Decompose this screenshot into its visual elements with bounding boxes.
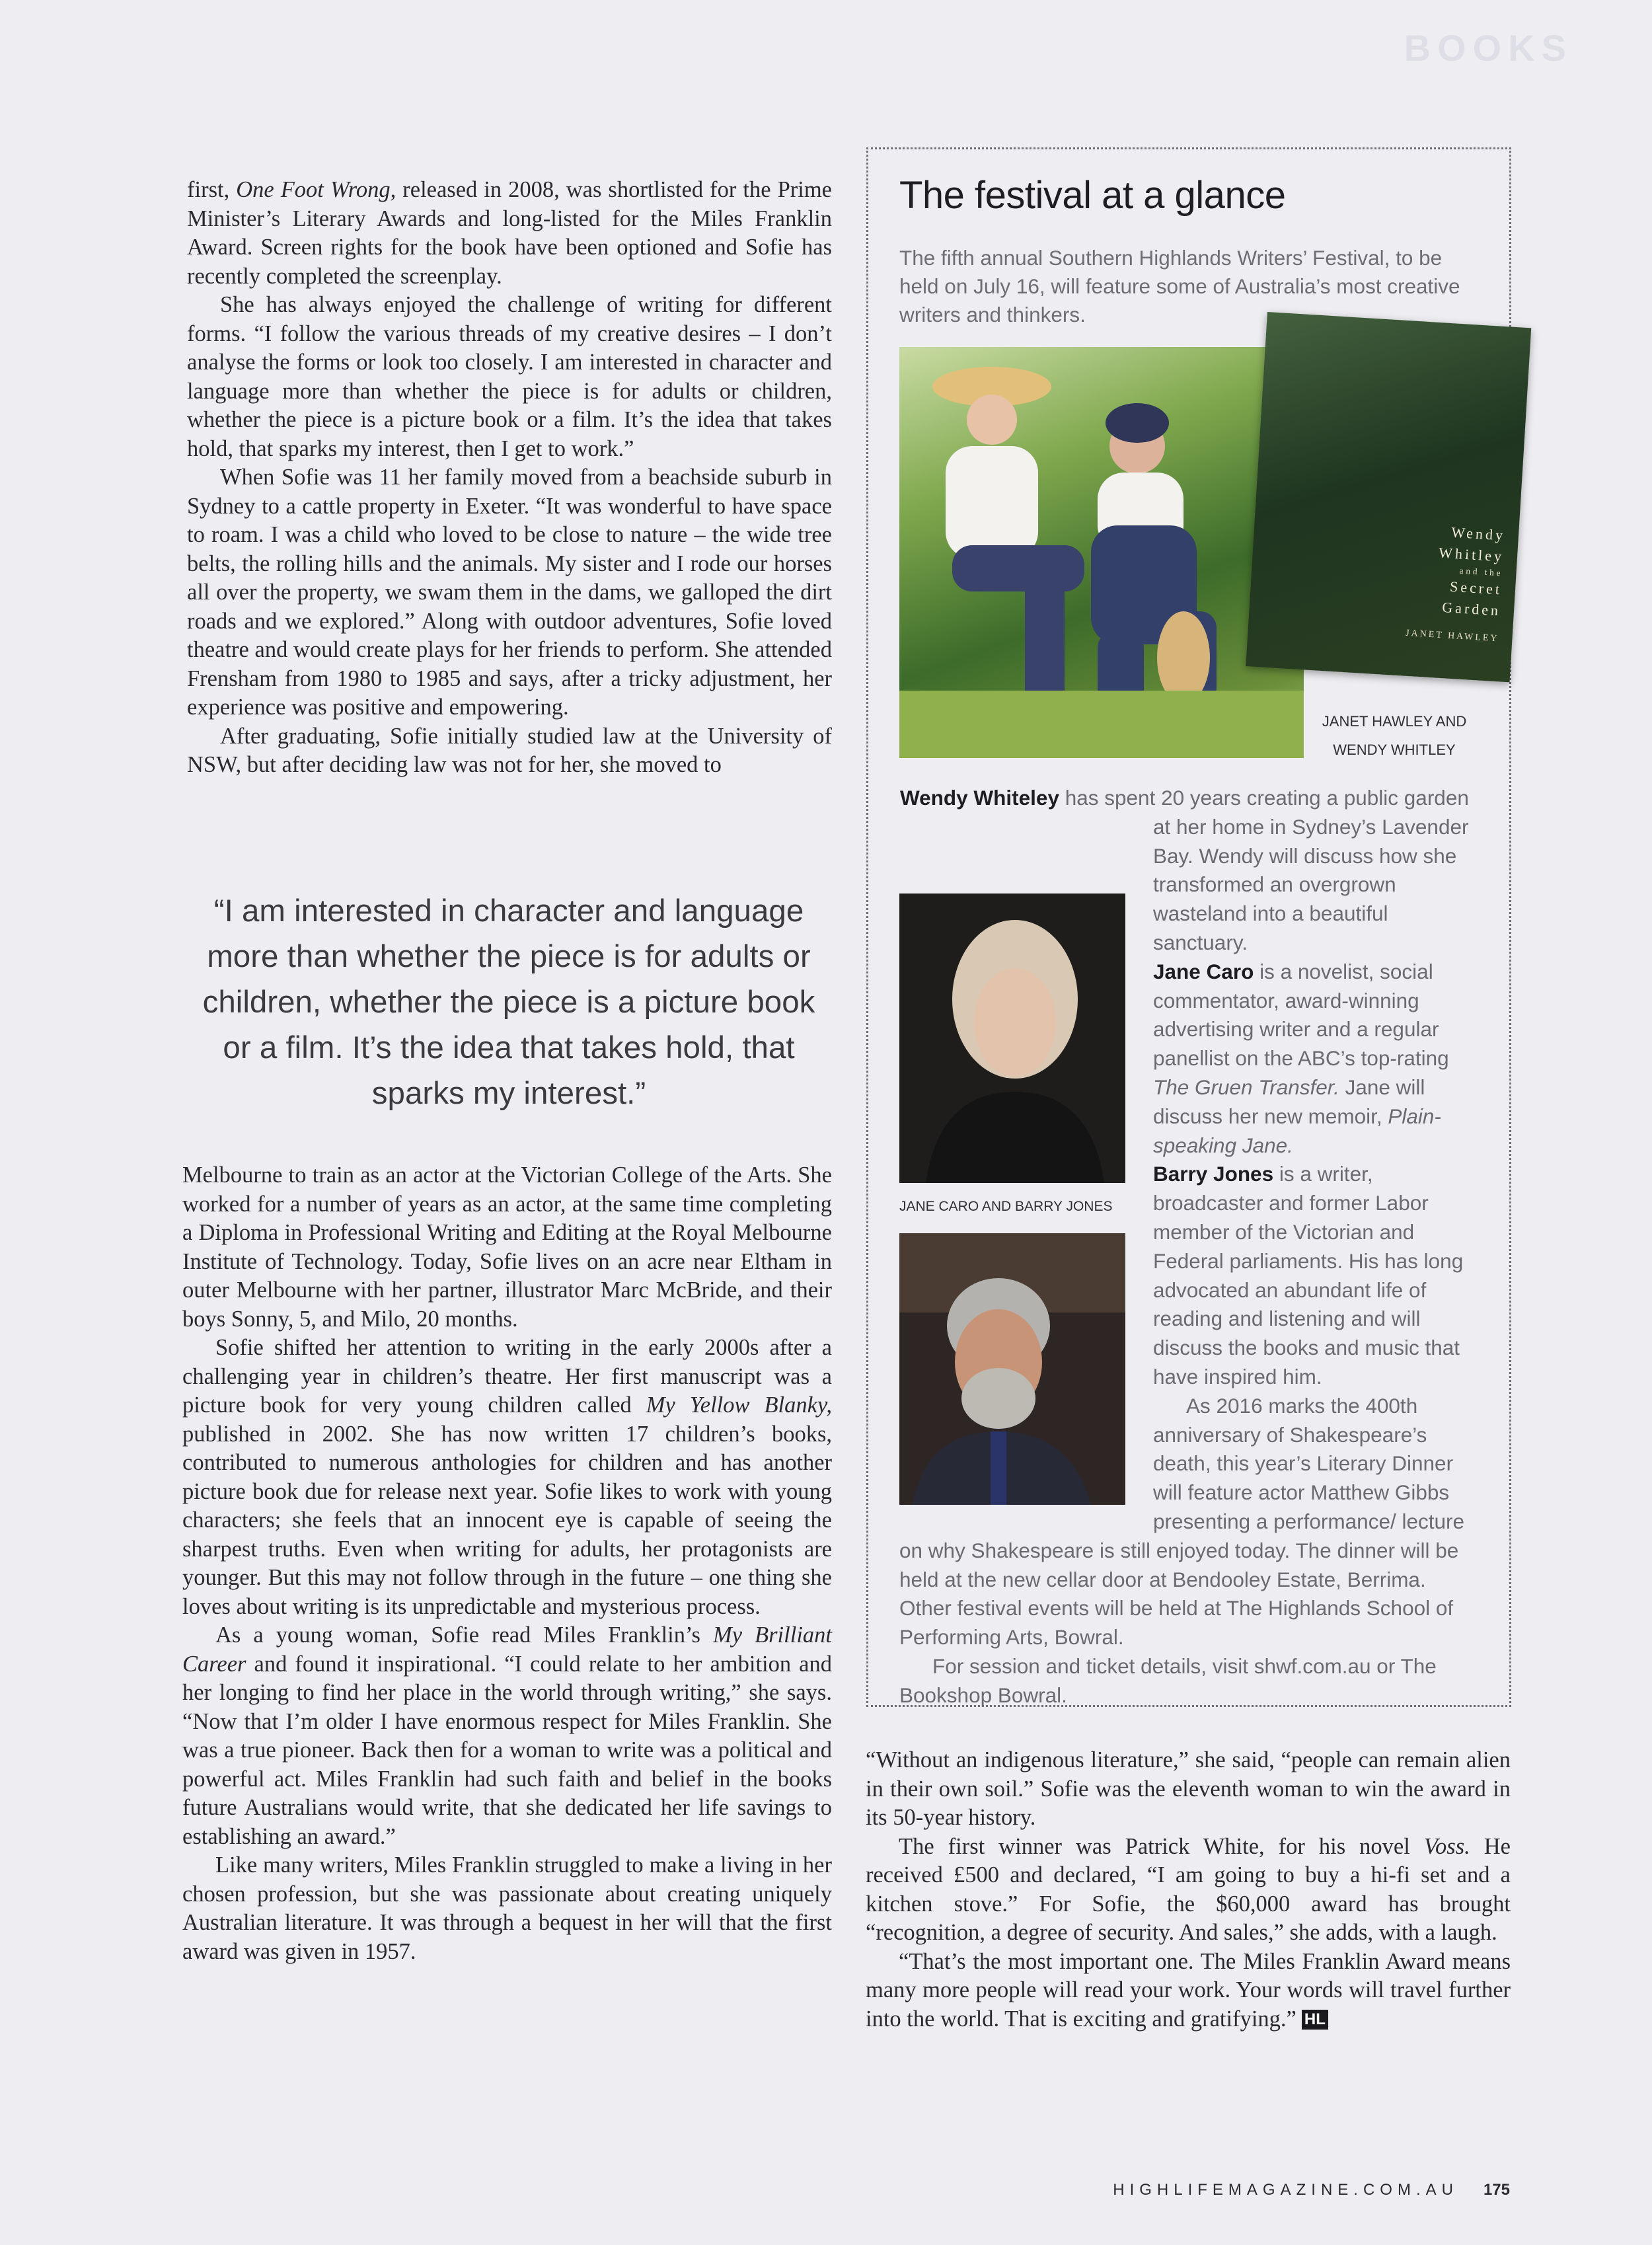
book-cover-author: JANET HAWLEY	[1405, 628, 1499, 644]
people-photo-caption: JANE CARO AND BARRY JONES	[899, 1199, 1113, 1214]
paragraph: “That’s the most important one. The Miles Franklin Award means many more people will read your work. Your words will travel further into the world. That is exciting and gratifying.” HL	[866, 1948, 1511, 2032]
article-column-left-bottom	[182, 1161, 832, 1966]
sidebar-title: The festival at a glance	[899, 174, 1286, 217]
profile-jane-caro: Jane Caro is a novelist, social commentator, award-winning advertising writer and a regular panellist on the ABC’s top-rating The Gruen Transfer. Jane will discuss her new memoir, Plain-speaking Jane.	[1153, 959, 1449, 1157]
paragraph: She has always enjoyed the challenge of writing for different forms. “I follow the various threads of my creative desires – I don’t analyse the forms or look too closely. I am interested in character and language more than whether the piece is for adults or children, whether the piece is a picture book or a film. It’s the idea that takes hold, that sparks my interest, then I get to work.”	[187, 292, 832, 461]
article-column-left-top	[187, 176, 832, 780]
sidebar-intro: The fifth annual Southern Highlands Writers’ Festival, to be held on July 16, will feature some of Australia’s most creative writers and thinkers.	[899, 246, 1460, 326]
garden-photo-art	[899, 347, 1304, 758]
paragraph: Melbourne to train as an actor at the Victorian College of the Arts. She worked for a number of years as an actor, at the same time completing a Diploma in Professional Writing and Editing at the Royal Melbourne Institute of Technology. Today, Sofie lives on an acre near Eltham in outer Melbourne with her partner, illustrator Marc McBride, and their boys Sonny, 5, and Milo, 20 months.	[182, 1162, 832, 1332]
magazine-url: HIGHLIFEMAGAZINE.COM.AU	[1113, 2181, 1458, 2199]
paragraph: first, One Foot Wrong, released in 2008, was shortlisted for the Prime Minister’s Literary Awards and long-listed for the Miles Franklin Award. Screen rights for the book have been optioned and Sofie has recently completed the screenplay.	[187, 177, 832, 289]
paragraph: When Sofie was 11 her family moved from a beachside suburb in Sydney to a cattle property in Exeter. “It was wonderful to have space to roam. I was a child who loved to be close to nature – the wide tree belts, the rolling hills and the animals. My sister and I rode our horses all over the property, we swam them in the dams, we galloped the dirt roads and we explored.” Along with outdoor adventures, Sofie loved theatre and would create plays for her friends to perform. She attended Frensham from 1980 to 1985 and says, after a tricky adjustment, her experience was positive and empowering.	[187, 465, 832, 720]
paragraph: Like many writers, Miles Franklin struggled to make a living in her chosen profession, but she was passionate about creating uniquely Australian literature. It was through a bequest in her will that the first award was given in 1957.	[182, 1852, 832, 1964]
garden-photo-caption: JANET HAWLEY AND WENDY WHITLEY	[1322, 713, 1467, 758]
pull-quote: “I am interested in character and language more than whether the piece is for adults or children, whether the piece is a picture book or a film. It’s the idea that takes hold, that sparks my interest.”	[202, 894, 815, 1111]
paragraph: The first winner was Patrick White, for his novel Voss. He received £500 and declared, “I am going to buy a hi-fi set and a kitchen stove.” For Sofie, the $60,000 award has brought “recognition, a degree of security. And sales,” she adds, with a laugh.	[866, 1833, 1511, 1945]
page-number: 175	[1483, 2181, 1510, 2199]
paragraph: “Without an indigenous literature,” she said, “people can remain alien in their own soil.” Sofie was the eleventh woman to win the award in its 50-year history.	[866, 1747, 1511, 1830]
ticket-details-text: For session and ticket details, visit shwf.com.au or The Bookshop Bowral.	[899, 1654, 1437, 1707]
profile-wendy-whiteley: Wendy Whiteley has spent 20 years creating a public garden at her home in Sydney’s Lavender Bay. Wendy will discuss how she transformed an overgrown wasteland into a beautiful sanctuary.	[900, 786, 1469, 954]
paragraph: Sofie shifted her attention to writing in the early 2000s after a challenging year in children’s theatre. Her first manuscript was a picture book for very young children called My Yellow Blanky, published in 2002. She has now written 17 children’s books, contributed to numerous anthologies for children and has another picture book due for release next year. Sofie likes to work with young characters; she feels that an innocent eye is capable of seeing the sharpest truths. Even when writing for adults, her protagonists are younger. But this may not follow through in the future – one thing she loves about writing is its unpredictable and mysterious process.	[182, 1335, 832, 1619]
garden-photo	[899, 347, 1304, 758]
page-footer	[1113, 2181, 1510, 2199]
article-column-right-bottom	[866, 1746, 1511, 2034]
running-head: BOOKS	[1404, 27, 1573, 69]
literary-dinner-text: As 2016 marks the 400th anniversary of Shakespeare’s death, this year’s Literary Dinner will feature actor Matthew Gibbs presenting a performance/ lecture on why Shakespeare is still enjoyed today. The dinner will be held at the new cellar door at Bendooley Estate, Berrima. Other festival events will be held at The Highlands School of Performing Arts, Bowral.	[899, 1393, 1465, 1650]
highlife-logo-icon: HL	[1302, 2010, 1328, 2030]
paragraph: After graduating, Sofie initially studied law at the University of NSW, but after deciding law was not for her, she moved to	[187, 723, 832, 777]
sidebar-profiles	[899, 784, 1481, 1710]
book-cover-photo	[1246, 312, 1531, 682]
book-cover-title: Wendy Whitley and the Secret Garden	[1438, 523, 1506, 619]
profile-barry-jones: Barry Jones is a writer, broadcaster and former Labor member of the Victorian and Federal parliaments. His has long advocated an abundant life of reading and listening and will discuss the books and music that have inspired him.	[1153, 1162, 1464, 1389]
paragraph: As a young woman, Sofie read Miles Franklin’s My Brilliant Career and found it inspirational. “I could relate to her ambition and her longing to find her place in the world through writing,” she says. “Now that I’m older I have enormous respect for Miles Franklin. She was a true pioneer. Back then for a woman to write was a political and powerful act. Miles Franklin had such faith and belief in the books future Australians would write, that she dedicated her life savings to establishing an award.”	[182, 1622, 832, 1849]
